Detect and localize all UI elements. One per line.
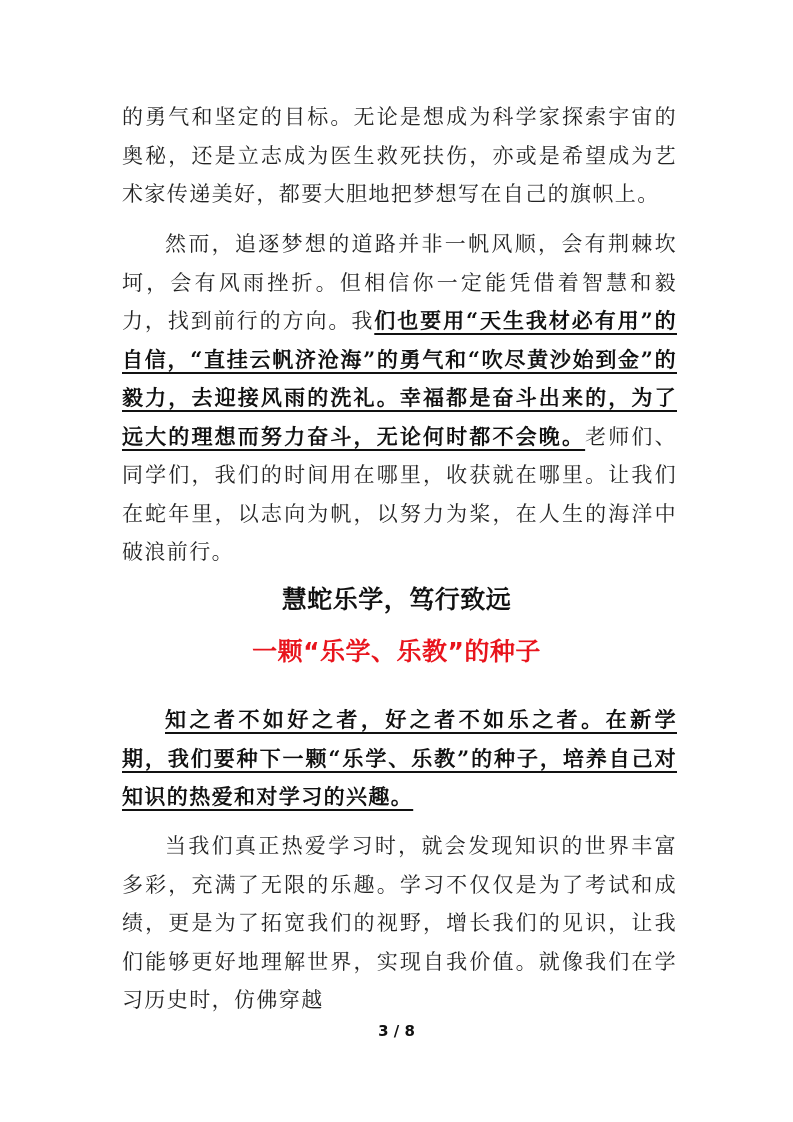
section-heading: 慧蛇乐学，笃行致远 bbox=[281, 585, 512, 614]
paragraph-text-lead: 然而，追逐梦想的道路并非一帆风顺，会有荆棘坎坷，会有风雨挫折。但相信你一定能凭借着智慧和毅力，找到前行的方向。我 bbox=[122, 232, 677, 333]
paragraph-dream-goals bbox=[122, 98, 677, 214]
paragraph-joyful-learning bbox=[122, 701, 677, 817]
section-subheading: 一颗“乐学、乐教”的种子 bbox=[252, 637, 541, 666]
emphasized-text: 知之者不如好之者，好之者不如乐之者。在新学期，我们要种下一颗“乐学、乐教”的种子，培养自己对知识的热爱和对学习的兴趣。 bbox=[122, 707, 677, 809]
emphasized-text: 们也要用“天生我材必有用”的自信，“直挂云帆济沧海”的勇气和“吹尽黄沙始到金”的毅力，去迎接风雨的洗礼。幸福都是奋斗出来的，为了远大的理想而努力奋斗，无论何时都不会晚。 bbox=[122, 308, 677, 449]
paragraph-love-learning bbox=[122, 827, 677, 1020]
page-number: 3 / 8 bbox=[378, 1022, 415, 1040]
paragraph-pursuit bbox=[122, 225, 677, 572]
paragraph-text: 的勇气和坚定的目标。无论是想成为科学家探索宇宙的奥秘，还是立志成为医生救死扶伤，亦或是希望成为艺术家传递美好，都要大胆地把梦想写在自己的旗帜上。 bbox=[122, 105, 677, 206]
paragraph-text-tail: 老师们、同学们，我们的时间用在哪里，收获就在哪里。让我们在蛇年里，以志向为帆，以努力为桨，在人生的海洋中破浪前行。 bbox=[122, 424, 677, 564]
paragraph-text: 当我们真正热爱学习时，就会发现知识的世界丰富多彩，充满了无限的乐趣。学习不仅仅是为了考试和成绩，更是为了拓宽我们的视野，增长我们的见识，让我们能够更好地理解世界，实现自我价值。就像我们在学习历史时，仿佛穿越 bbox=[122, 834, 677, 1012]
